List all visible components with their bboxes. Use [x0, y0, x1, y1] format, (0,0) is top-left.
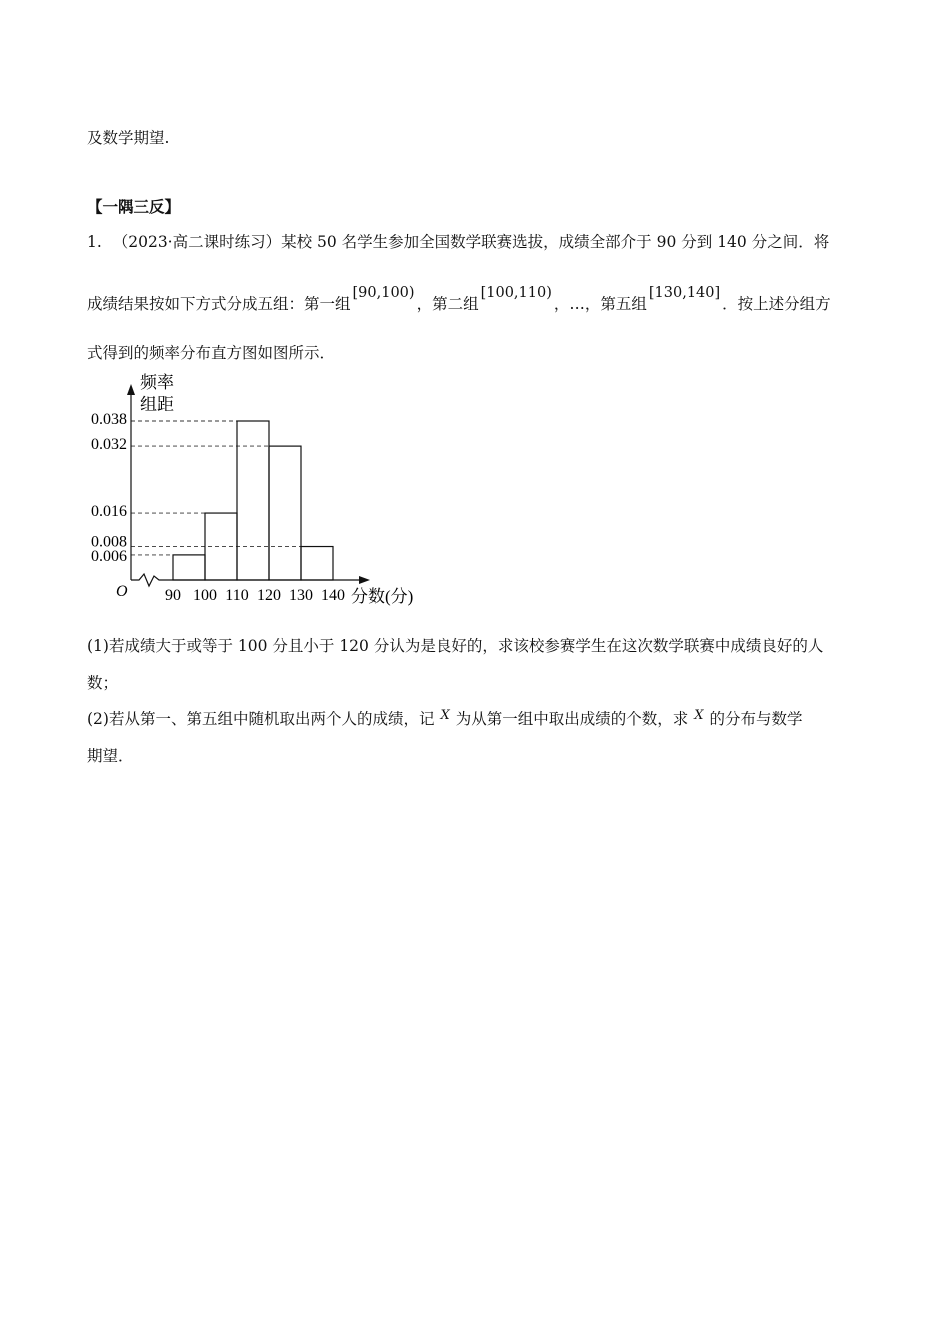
interval-group-2: [100,110) [480, 285, 552, 301]
origin-label: O [116, 583, 128, 600]
histogram-bar [237, 421, 269, 580]
histogram-bar [301, 547, 333, 580]
problem-text-2d: ．按上述分组方 [722, 295, 831, 313]
y-tick-label: 0.008 [91, 533, 127, 551]
section-heading: 【一隅三反】 [87, 197, 181, 216]
variable-x: X [440, 708, 450, 723]
problem-text-2a: 成绩结果按如下方式分成五组：第一组 [87, 295, 351, 313]
problem-text-1: （2023·高二课时练习）某校 50 名学生参加全国数学联赛选拔，成绩全部介于 90 分到 140 分之间．将 [112, 233, 830, 251]
y-axis-arrow-icon [127, 384, 135, 395]
y-tick-label: 0.032 [91, 436, 127, 454]
histogram-bar [269, 446, 301, 580]
y-axis-label-numerator: 频率 [140, 373, 174, 392]
question-1-line-1: (1)若成绩大于或等于 100 分且小于 120 分认为是良好的，求该校参赛学生在这次数学联赛中成绩良好的人 [87, 637, 824, 655]
x-tick-label: 100 [193, 587, 217, 604]
x-tick-label: 90 [165, 587, 181, 604]
frequency-histogram [80, 368, 440, 613]
question-1-line-2: 数； [87, 674, 119, 692]
x-axis [131, 574, 362, 586]
variable-x: X [694, 708, 704, 723]
x-tick-label: 120 [257, 587, 281, 604]
question-2-line-1 [87, 709, 803, 731]
y-tick-label: 0.006 [91, 547, 127, 565]
continuation-text: 及数学期望. [87, 129, 170, 147]
question-2-text-c: 的分布与数学 [709, 710, 803, 728]
y-axis-label-denominator: 组距 [140, 395, 174, 414]
interval-group-1: [90,100) [352, 285, 415, 301]
question-2-line-2: 期望． [87, 747, 134, 765]
question-2-text-a: (2)若从第一、第五组中随机取出两个人的成绩，记 [87, 710, 435, 728]
problem-text-2c: ，…，第五组 [553, 295, 647, 313]
histogram-bar [173, 555, 205, 580]
x-tick-label: 110 [225, 587, 249, 604]
problem-line-2 [87, 285, 831, 315]
problem-number: 1. [87, 233, 102, 251]
interval-group-5: [130,140] [648, 285, 721, 301]
y-tick-label: 0.038 [91, 411, 127, 428]
problem-text-2b: ，第二组 [416, 295, 479, 313]
question-2-text-b: 为从第一组中取出成绩的个数，求 [455, 710, 689, 728]
x-tick-label: 130 [289, 587, 313, 604]
x-axis-label: 分数(分) [351, 587, 414, 606]
x-axis-arrow-icon [359, 576, 370, 584]
problem-line-1 [87, 232, 829, 252]
x-tick-label: 140 [321, 587, 345, 604]
problem-line-3: 式得到的频率分布直方图如图所示． [87, 344, 336, 362]
y-tick-label: 0.016 [91, 503, 127, 521]
